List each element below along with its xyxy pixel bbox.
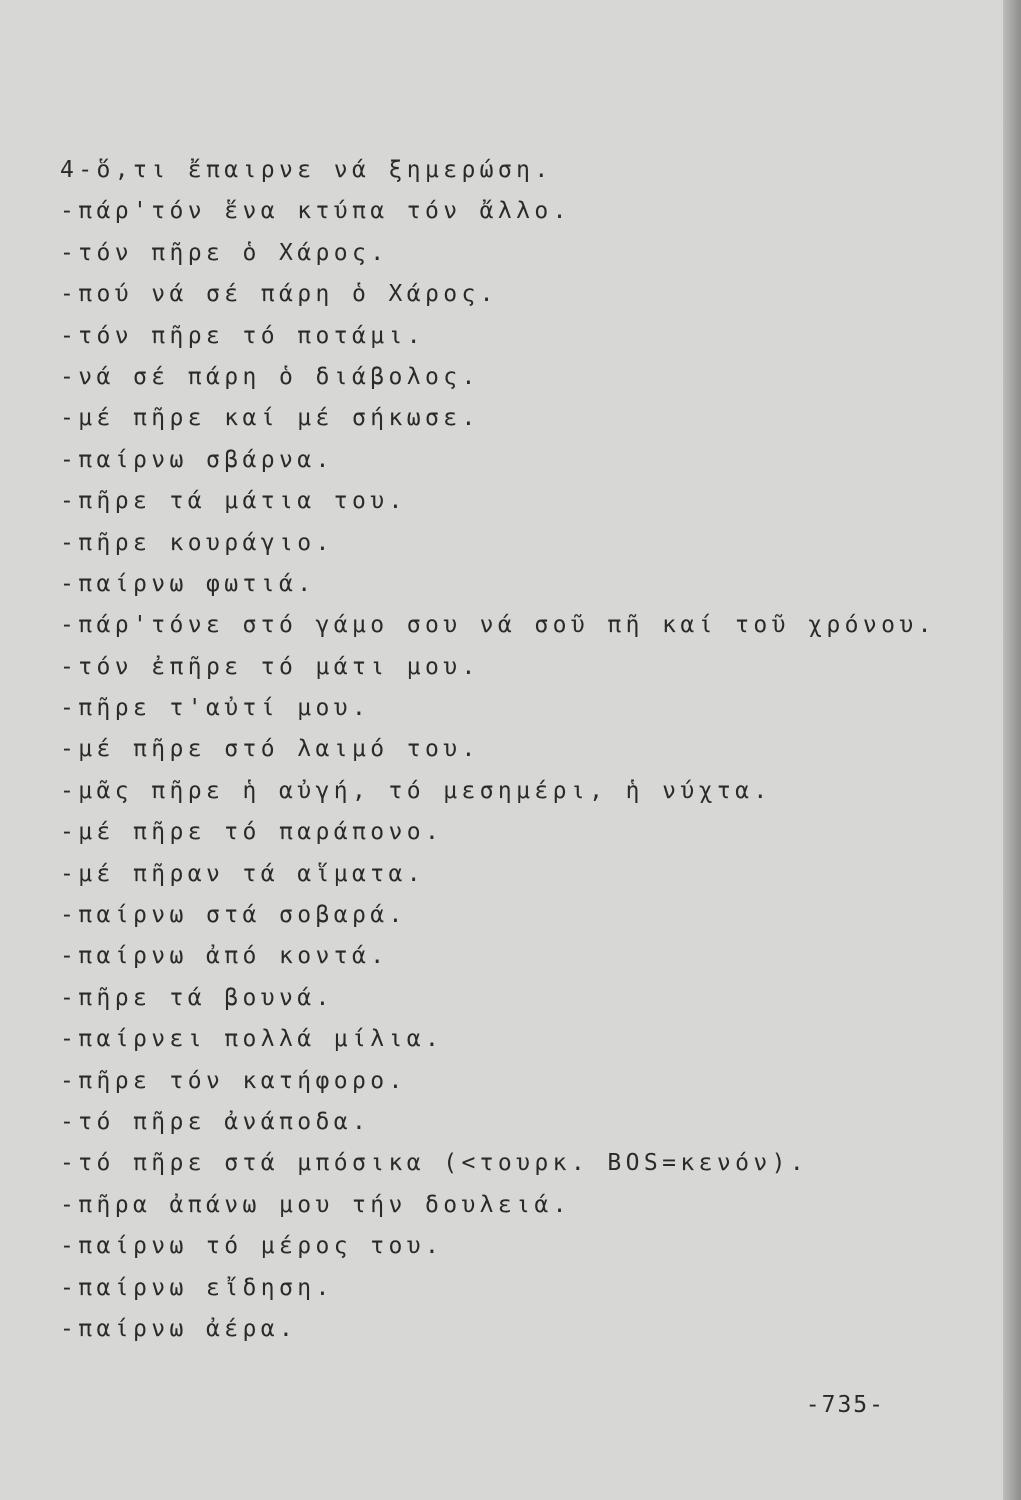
phrase-line: -παίρνω σβάρνα. [60, 446, 334, 473]
phrase-line: -τό πῆρε στά μπόσικα (<τουρκ. BOS=κενόν). [60, 1150, 809, 1177]
phrase-line: -μᾶς πῆρε ἡ αὐγή, τό μεσημέρι, ἡ νύχτα. [60, 777, 772, 804]
phrase-line: -πῆρε τόν κατήφορο. [60, 1067, 407, 1094]
phrase-line: -μέ πῆραν τά αἵματα. [60, 860, 425, 887]
phrase-line: -νά σέ πάρη ὁ διάβολος. [60, 363, 480, 390]
phrase-line: -πῆρε κουράγιο. [60, 529, 334, 556]
page-number: -735- [805, 1392, 885, 1418]
phrase-line: -πάρ'τόνε στό γάμο σου νά σοῦ πῆ καί τοῦ χρόνου. [60, 612, 936, 639]
phrase-line: -πῆρα ἀπάνω μου τήν δουλειά. [60, 1191, 571, 1218]
phrase-line: -παίρνω φωτιά. [60, 570, 316, 597]
page-edge-shadow [1003, 0, 1021, 1500]
phrase-line: -παίρνω τό μέρος του. [60, 1233, 444, 1260]
phrase-line: -τόν ἐπῆρε τό μάτι μου. [60, 653, 480, 680]
phrase-line: 4-ὅ,τι ἔπαιρνε νά ξημερώση. [60, 157, 553, 183]
phrase-line: -μέ πῆρε τό παράπονο. [60, 819, 444, 846]
phrase-line: -πῆρε τά μάτια του. [60, 488, 407, 515]
phrase-line: -πῆρε τά βουνά. [60, 984, 334, 1011]
phrase-line: -τό πῆρε ἀνάποδα. [60, 1108, 371, 1135]
phrase-line: -παίρνω στά σοβαρά. [60, 902, 407, 929]
phrase-line: -παίρνω εἴδηση. [60, 1274, 334, 1301]
phrase-line: -μέ πῆρε καί μέ σήκωσε. [60, 405, 480, 432]
phrase-line: -πάρ'τόν ἕνα κτύπα τόν ἄλλο. [60, 198, 571, 225]
phrase-line: -πού νά σέ πάρη ὁ Χάρος. [60, 281, 498, 308]
phrase-line: -πῆρε τ'αὐτί μου. [60, 695, 371, 722]
phrase-list [60, 150, 936, 1350]
phrase-line: -παίρνει πολλά μίλια. [60, 1026, 444, 1053]
phrase-line: -παίρνω ἀέρα. [60, 1315, 298, 1342]
phrase-line: -τόν πῆρε τό ποτάμι. [60, 322, 425, 349]
phrase-line: -παίρνω ἀπό κοντά. [60, 943, 389, 970]
phrase-line: -μέ πῆρε στό λαιμό του. [60, 736, 480, 763]
phrase-line: -τόν πῆρε ὁ Χάρος. [60, 239, 389, 266]
